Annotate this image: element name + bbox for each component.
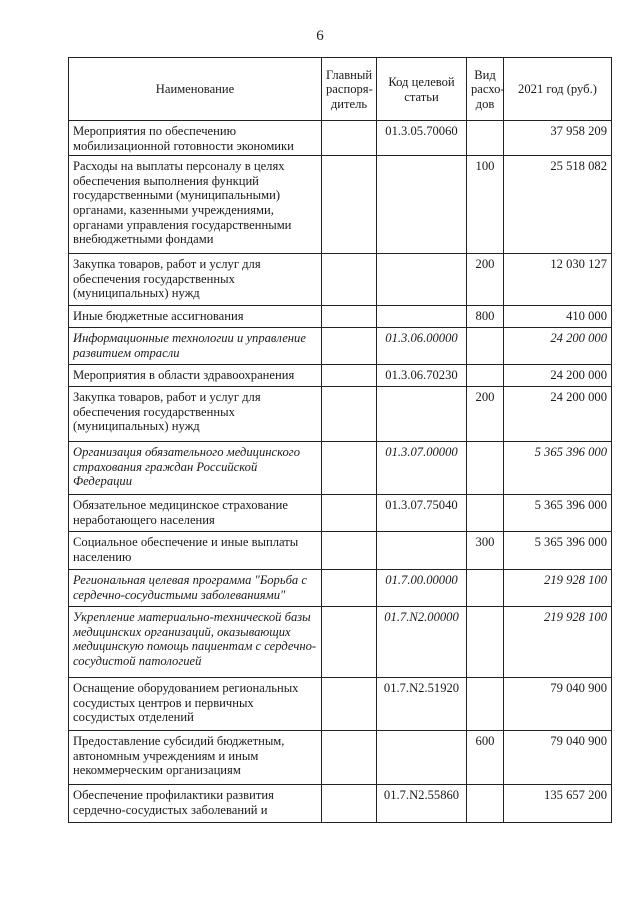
row-name-cell: Предоставление субсидий бюджетным, автономным учреждениям и иным некоммерческим организациям xyxy=(69,731,322,785)
row-admin-cell xyxy=(322,532,377,570)
row-code-cell: 01.7.N2.00000 xyxy=(377,607,467,678)
row-code-cell xyxy=(377,731,467,785)
table-row xyxy=(69,306,612,328)
row-code-cell xyxy=(377,306,467,328)
row-code-cell: 01.7.N2.51920 xyxy=(377,678,467,731)
row-amount-cell: 135 657 200 xyxy=(504,785,612,823)
row-name-cell: Обеспечение профилактики развития сердечно-сосудистых заболеваний и xyxy=(69,785,322,823)
row-code-cell: 01.7.N2.55860 xyxy=(377,785,467,823)
row-amount-cell: 79 040 900 xyxy=(504,678,612,731)
row-code-cell: 01.3.06.70230 xyxy=(377,365,467,387)
row-code-cell xyxy=(377,156,467,254)
row-admin-cell xyxy=(322,156,377,254)
row-name-cell: Оснащение оборудованием региональных сосудистых центров и первичных сосудистых отделений xyxy=(69,678,322,731)
row-code-cell: 01.3.07.00000 xyxy=(377,442,467,495)
row-admin-cell xyxy=(322,365,377,387)
table-header-row xyxy=(69,58,612,121)
row-kind-cell xyxy=(467,365,504,387)
row-name-cell: Иные бюджетные ассигнования xyxy=(69,306,322,328)
table-row xyxy=(69,785,612,823)
page-number: 6 xyxy=(316,28,324,44)
row-admin-cell xyxy=(322,678,377,731)
row-admin-cell xyxy=(322,442,377,495)
row-admin-cell xyxy=(322,495,377,532)
row-code-cell: 01.3.07.75040 xyxy=(377,495,467,532)
header-amount: 2021 год (руб.) xyxy=(504,58,612,121)
table-row xyxy=(69,121,612,156)
row-name-cell: Информационные технологии и управление развитием отрасли xyxy=(69,328,322,365)
row-amount-cell: 410 000 xyxy=(504,306,612,328)
row-kind-cell xyxy=(467,121,504,156)
row-name-cell: Закупка товаров, работ и услуг для обеспечения государственных (муниципальных) нужд xyxy=(69,387,322,442)
header-kind: Вид расхо- дов xyxy=(467,58,504,121)
row-kind-cell: 600 xyxy=(467,731,504,785)
table-row xyxy=(69,731,612,785)
table-row xyxy=(69,365,612,387)
row-name-cell: Мероприятия в области здравоохранения xyxy=(69,365,322,387)
row-amount-cell: 219 928 100 xyxy=(504,570,612,607)
row-amount-cell: 24 200 000 xyxy=(504,365,612,387)
row-code-cell xyxy=(377,532,467,570)
row-amount-cell: 24 200 000 xyxy=(504,328,612,365)
row-kind-cell: 800 xyxy=(467,306,504,328)
table-row xyxy=(69,495,612,532)
row-admin-cell xyxy=(322,328,377,365)
row-amount-cell: 24 200 000 xyxy=(504,387,612,442)
table-row xyxy=(69,607,612,678)
table-body xyxy=(69,121,612,823)
row-kind-cell xyxy=(467,442,504,495)
row-kind-cell xyxy=(467,678,504,731)
row-kind-cell xyxy=(467,495,504,532)
row-admin-cell xyxy=(322,121,377,156)
row-amount-cell: 5 365 396 000 xyxy=(504,442,612,495)
header-name: Наименование xyxy=(69,58,322,121)
row-amount-cell: 79 040 900 xyxy=(504,731,612,785)
row-code-cell xyxy=(377,387,467,442)
row-kind-cell xyxy=(467,607,504,678)
row-code-cell xyxy=(377,254,467,306)
row-code-cell: 01.7.00.00000 xyxy=(377,570,467,607)
row-admin-cell xyxy=(322,570,377,607)
table-row xyxy=(69,156,612,254)
row-admin-cell xyxy=(322,306,377,328)
table-row xyxy=(69,532,612,570)
table-row xyxy=(69,328,612,365)
row-admin-cell xyxy=(322,785,377,823)
row-amount-cell: 5 365 396 000 xyxy=(504,495,612,532)
row-name-cell: Укрепление материально-технической базы медицинских организаций, оказывающих медицинскую помощь пациентам с сердечно-сосудистой патологией xyxy=(69,607,322,678)
row-name-cell: Обязательное медицинское страхование неработающего населения xyxy=(69,495,322,532)
row-name-cell: Организация обязательного медицинского страхования граждан Российской Федерации xyxy=(69,442,322,495)
table-row xyxy=(69,442,612,495)
row-admin-cell xyxy=(322,254,377,306)
row-admin-cell xyxy=(322,387,377,442)
row-name-cell: Расходы на выплаты персоналу в целях обеспечения выполнения функций государственными (муниципальными) органами, казенными учреждениями, органами управления государственными внебюджетными фондами xyxy=(69,156,322,254)
row-admin-cell xyxy=(322,731,377,785)
table-row xyxy=(69,387,612,442)
table-row xyxy=(69,570,612,607)
row-kind-cell: 300 xyxy=(467,532,504,570)
budget-table xyxy=(68,57,612,823)
row-amount-cell: 5 365 396 000 xyxy=(504,532,612,570)
row-kind-cell: 200 xyxy=(467,254,504,306)
table-row xyxy=(69,254,612,306)
row-amount-cell: 219 928 100 xyxy=(504,607,612,678)
row-amount-cell: 37 958 209 xyxy=(504,121,612,156)
row-kind-cell xyxy=(467,570,504,607)
row-name-cell: Социальное обеспечение и иные выплаты населению xyxy=(69,532,322,570)
row-amount-cell: 25 518 082 xyxy=(504,156,612,254)
row-name-cell: Закупка товаров, работ и услуг для обеспечения государственных (муниципальных) нужд xyxy=(69,254,322,306)
row-admin-cell xyxy=(322,607,377,678)
row-code-cell: 01.3.06.00000 xyxy=(377,328,467,365)
row-kind-cell xyxy=(467,785,504,823)
header-admin: Главный распоря- дитель xyxy=(322,58,377,121)
row-kind-cell: 100 xyxy=(467,156,504,254)
row-kind-cell xyxy=(467,328,504,365)
header-code: Код целевой статьи xyxy=(377,58,467,121)
table-row xyxy=(69,678,612,731)
row-amount-cell: 12 030 127 xyxy=(504,254,612,306)
row-name-cell: Мероприятия по обеспечению мобилизационной готовности экономики xyxy=(69,121,322,156)
row-name-cell: Региональная целевая программа "Борьба с сердечно-сосудистыми заболеваниями" xyxy=(69,570,322,607)
row-code-cell: 01.3.05.70060 xyxy=(377,121,467,156)
row-kind-cell: 200 xyxy=(467,387,504,442)
